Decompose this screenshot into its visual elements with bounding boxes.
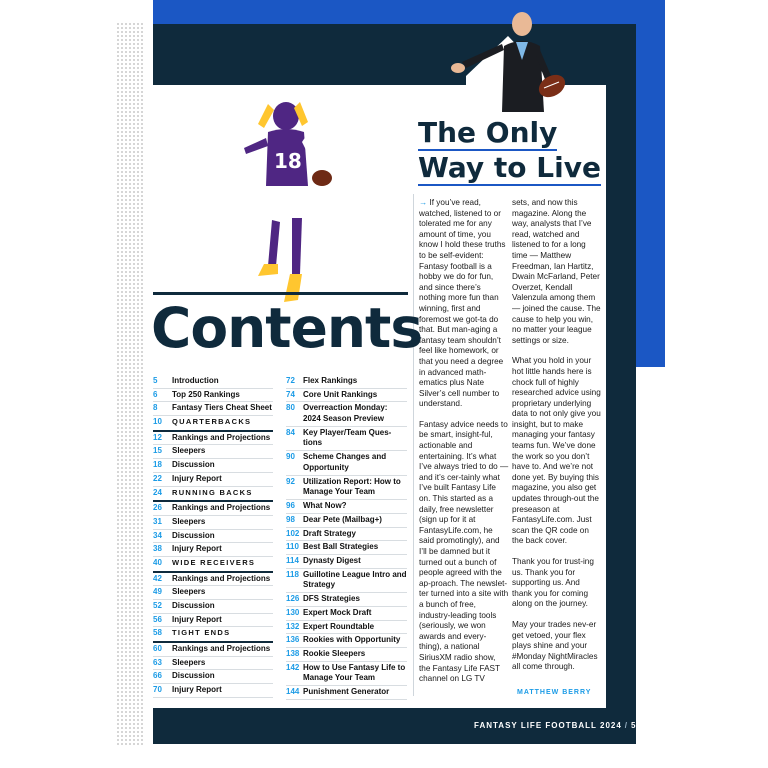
article-paragraph — [419, 198, 509, 410]
toc-entry — [286, 514, 407, 528]
toc-entry — [153, 586, 273, 600]
article-paragraph-text: If you’ve read, watched, listened to or tolerated me for any amount of time, you know I hold these truths to be self-evident: Fantasy football is a hobby we do for fun, and since there’s nothing more fun than winning, first and foremost we got-ta do that. But man-aging a fantasy team shouldn’t feel like homework, or that you need a degree in advanced math-ematics plus Nate Silver’s cell number to understand. — [419, 198, 506, 409]
toc-entry — [286, 389, 407, 403]
toc-page-number: 49 — [153, 587, 162, 597]
toc-page-number: 52 — [153, 601, 162, 610]
toc-section-header — [153, 627, 273, 643]
toc-section-header — [153, 557, 273, 573]
toc-page-number: 22 — [153, 473, 162, 483]
toc-page-number: 114 — [286, 556, 299, 566]
toc-entry — [286, 555, 407, 569]
toc-entry-label: Discussion — [172, 671, 215, 681]
article-column-1 — [419, 198, 509, 695]
toc-page-number: 10 — [153, 417, 162, 427]
toc-page-number: 42 — [153, 573, 162, 583]
toc-entry-label: Injury Report — [172, 614, 222, 624]
toc-entry — [153, 684, 273, 698]
toc-section-header — [153, 487, 273, 503]
article-paragraph: Thank you for trust-ing us. Thank you for supporting us. And thank you for coming along on the journey. — [512, 557, 594, 609]
article-paragraph: May your trades nev-er get vetoed, your flex plays shine and your #Monday NightMiracles all come through. — [512, 619, 598, 672]
toc-entry — [153, 502, 273, 516]
toc-page-number: 40 — [153, 557, 162, 567]
toc-entry-label: Rankings and Projections — [172, 644, 271, 654]
toc-entry-label: Best Ball Strategies — [303, 542, 379, 552]
toc-page-number: 92 — [286, 476, 295, 486]
toc-page-number: 18 — [153, 460, 162, 470]
toc-entry — [153, 445, 273, 459]
toc-page-number: 72 — [286, 376, 295, 385]
toc-page-number: 132 — [286, 621, 300, 631]
toc-entry-label: Rankings and Projections — [172, 503, 271, 513]
toc-entry — [286, 686, 407, 700]
toc-entry — [153, 516, 273, 530]
toc-page-number: 136 — [286, 635, 300, 645]
toc-entry — [286, 662, 407, 687]
toc-page-number: 70 — [153, 685, 162, 695]
toc-entry-label: Rankings and Projections — [172, 573, 271, 583]
toc-page-number: 130 — [286, 608, 300, 617]
toc-entry — [153, 459, 273, 473]
author-photo — [446, 6, 570, 112]
toc-entry-label: Injury Report — [172, 544, 222, 554]
toc-entry-label: Rankings and Projections — [172, 432, 271, 442]
article-headline — [418, 116, 603, 186]
toc-entry — [286, 402, 407, 427]
page-number: 5 — [631, 721, 637, 730]
toc-page-number: 15 — [153, 446, 162, 456]
toc-section-header — [153, 416, 273, 432]
page-footer — [474, 721, 636, 730]
toc-entry-label: Draft Strategy — [303, 528, 356, 538]
jersey-number: 18 — [274, 149, 302, 173]
toc-entry — [153, 600, 273, 614]
toc-page-number: 34 — [153, 530, 162, 540]
toc-entry — [153, 402, 273, 416]
toc-page-number: 126 — [286, 594, 300, 604]
toc-page-number: 138 — [286, 649, 300, 659]
toc-entry-label: How to Use Fantasy Life to Manage Your Team — [303, 662, 406, 683]
page-edge-texture — [116, 22, 144, 746]
toc-page-number: 118 — [286, 569, 299, 579]
toc-page-number: 12 — [153, 432, 162, 442]
toc-entry — [286, 607, 407, 621]
toc-entry — [153, 657, 273, 671]
footer-separator: / — [624, 721, 629, 730]
article-paragraph: Fantasy advice needs to be smart, insight-ful, actionable and entertaining. It’s what I’ve always tried to do — and it’s cer-tainly what I’ve built Fantasy Life on. This started as a daily, free newsletter (sign up for it at FantasyLife.com, he said promotingly), and I’ll be damned but it turned out a bunch of people agreed with the ap-proach. The newslet-ter turned into a site with a bunch of free, industry-leading tools (seriously, we won awards and every-thing), a national SiriusXM radio show, the Fantasy Life FAST channel on LG TV — [419, 419, 509, 684]
toc-entry-label: Key Player/Team Ques-tions — [303, 427, 392, 448]
article-column-2 — [512, 198, 602, 683]
toc-entry-label: Discussion — [172, 601, 215, 610]
toc-entry — [153, 670, 273, 684]
toc-page-number: 74 — [286, 389, 295, 399]
toc-entry-label: Introduction — [172, 376, 219, 385]
toc-entry — [286, 427, 407, 452]
toc-entry — [286, 621, 407, 635]
contents-title: Contents — [151, 296, 423, 360]
contents-rule — [153, 292, 408, 295]
toc-entry — [153, 530, 273, 544]
toc-page-number: 84 — [286, 427, 295, 437]
column-divider — [413, 194, 414, 696]
toc-entry — [153, 432, 273, 446]
article-paragraph: sets, and now this magazine. Along the way, analysts that I’ve read, watched and listened to for a long time — Matthew Freedman, Ian Hartitz, Dwain McFarland, Peter Overzet, Kendall Valenzula among them — joined the cause. The cause to help you win, no matter your league settings or size. — [512, 198, 601, 345]
toc-entry-label: Core Unit Rankings — [303, 389, 378, 399]
toc-entry-label: Guillotine League Intro and Strategy — [303, 569, 407, 590]
toc-page-number: 56 — [153, 614, 162, 624]
toc-page-number: 98 — [286, 515, 295, 525]
toc-page-number: 26 — [153, 503, 162, 513]
toc-entry-label: Sleepers — [172, 516, 206, 526]
toc-entry-label: Fantasy Tiers Cheat Sheet — [172, 403, 272, 413]
toc-entry — [153, 375, 273, 389]
toc-page-number: 8 — [153, 403, 158, 413]
toc-entry-label: Rookies with Opportunity — [303, 635, 401, 645]
toc-section-label: QUARTERBACKS — [172, 417, 252, 427]
footer-publication-title: FANTASY LIFE FOOTBALL 2024 — [474, 721, 622, 730]
toc-entry-label: Expert Mock Draft — [303, 608, 372, 617]
toc-entry — [286, 375, 407, 389]
toc-page-number: 31 — [153, 516, 162, 526]
toc-entry-label: Expert Roundtable — [303, 621, 375, 631]
toc-entry-label: Dynasty Digest — [303, 556, 361, 566]
toc-entry — [286, 541, 407, 555]
toc-entry — [286, 451, 407, 476]
toc-entry-label: Discussion — [172, 460, 215, 470]
toc-entry-label: Injury Report — [172, 473, 222, 483]
toc-entry — [286, 634, 407, 648]
toc-entry — [286, 648, 407, 662]
toc-entry — [153, 389, 273, 403]
toc-entry-label: Discussion — [172, 530, 215, 540]
toc-entry — [286, 528, 407, 542]
headline-line-1: The Only — [418, 116, 558, 149]
toc-page-number: 24 — [153, 487, 162, 497]
toc-entry — [286, 569, 407, 594]
toc-page-number: 102 — [286, 528, 300, 538]
toc-page-number: 96 — [286, 501, 295, 511]
toc-entry-label: Utilization Report: How to Manage Your Team — [303, 476, 401, 497]
toc-page-number: 110 — [286, 542, 299, 552]
toc-entry-label: Injury Report — [172, 685, 222, 695]
toc-entry — [286, 593, 407, 607]
toc-entry-label: Rookie Sleepers — [303, 649, 366, 659]
toc-entry-label: Overreaction Monday: 2024 Season Preview — [303, 403, 388, 423]
headline-line-2: Way to Live — [418, 151, 601, 184]
toc-entry-label: Punishment Generator — [303, 687, 390, 697]
author-byline: MATTHEW BERRY — [517, 689, 592, 696]
toc-page-number: 38 — [153, 544, 162, 554]
toc-left-column — [153, 375, 273, 698]
toc-entry-label: Sleepers — [172, 446, 206, 456]
article-paragraph: What you hold in your hot little hands here is chock full of highly researched advice using proprietary underlying data to not only give you insight, but to make managing your fantasy teams fun. We’ve done the work so you don’t have to. And we’re not done yet. By buying this magazine, you also get updates through-out the preseason at FantasyLife.com. Just scan the QR code on the back cover. — [512, 356, 601, 546]
toc-page-number: 5 — [153, 376, 158, 385]
toc-page-number: 144 — [286, 687, 300, 697]
toc-page-number: 80 — [286, 403, 295, 413]
toc-page-number: 63 — [153, 657, 162, 667]
toc-page-number: 6 — [153, 389, 158, 399]
toc-section-label: RUNNING BACKS — [172, 487, 253, 497]
toc-entry-label: Sleepers — [172, 587, 206, 597]
toc-entry-label: Sleepers — [172, 657, 206, 667]
toc-page-number: 60 — [153, 644, 162, 654]
toc-entry-label: Top 250 Rankings — [172, 389, 240, 399]
toc-entry-label: What Now? — [303, 501, 347, 511]
toc-entry — [286, 500, 407, 514]
toc-entry — [286, 476, 407, 501]
toc-entry — [153, 614, 273, 628]
toc-entry — [153, 643, 273, 657]
toc-page-number: 90 — [286, 452, 295, 462]
toc-page-number: 142 — [286, 662, 300, 672]
toc-entry — [153, 573, 273, 587]
toc-section-label: TIGHT ENDS — [172, 628, 231, 638]
toc-page-number: 66 — [153, 671, 162, 681]
player-photo — [228, 98, 338, 308]
toc-page-number: 58 — [153, 628, 162, 638]
toc-entry-label: Scheme Changes and Opportunity — [303, 452, 387, 472]
toc-entry-label: DFS Strategies — [303, 594, 360, 604]
toc-section-label: WIDE RECEIVERS — [172, 557, 256, 567]
arrow-right-icon: → — [419, 198, 430, 207]
toc-entry — [153, 473, 273, 487]
toc-entry — [153, 543, 273, 557]
toc-entry-label: Flex Rankings — [303, 376, 358, 385]
toc-right-column — [286, 375, 407, 700]
toc-entry-label: Dear Pete (Mailbag+) — [303, 515, 382, 525]
